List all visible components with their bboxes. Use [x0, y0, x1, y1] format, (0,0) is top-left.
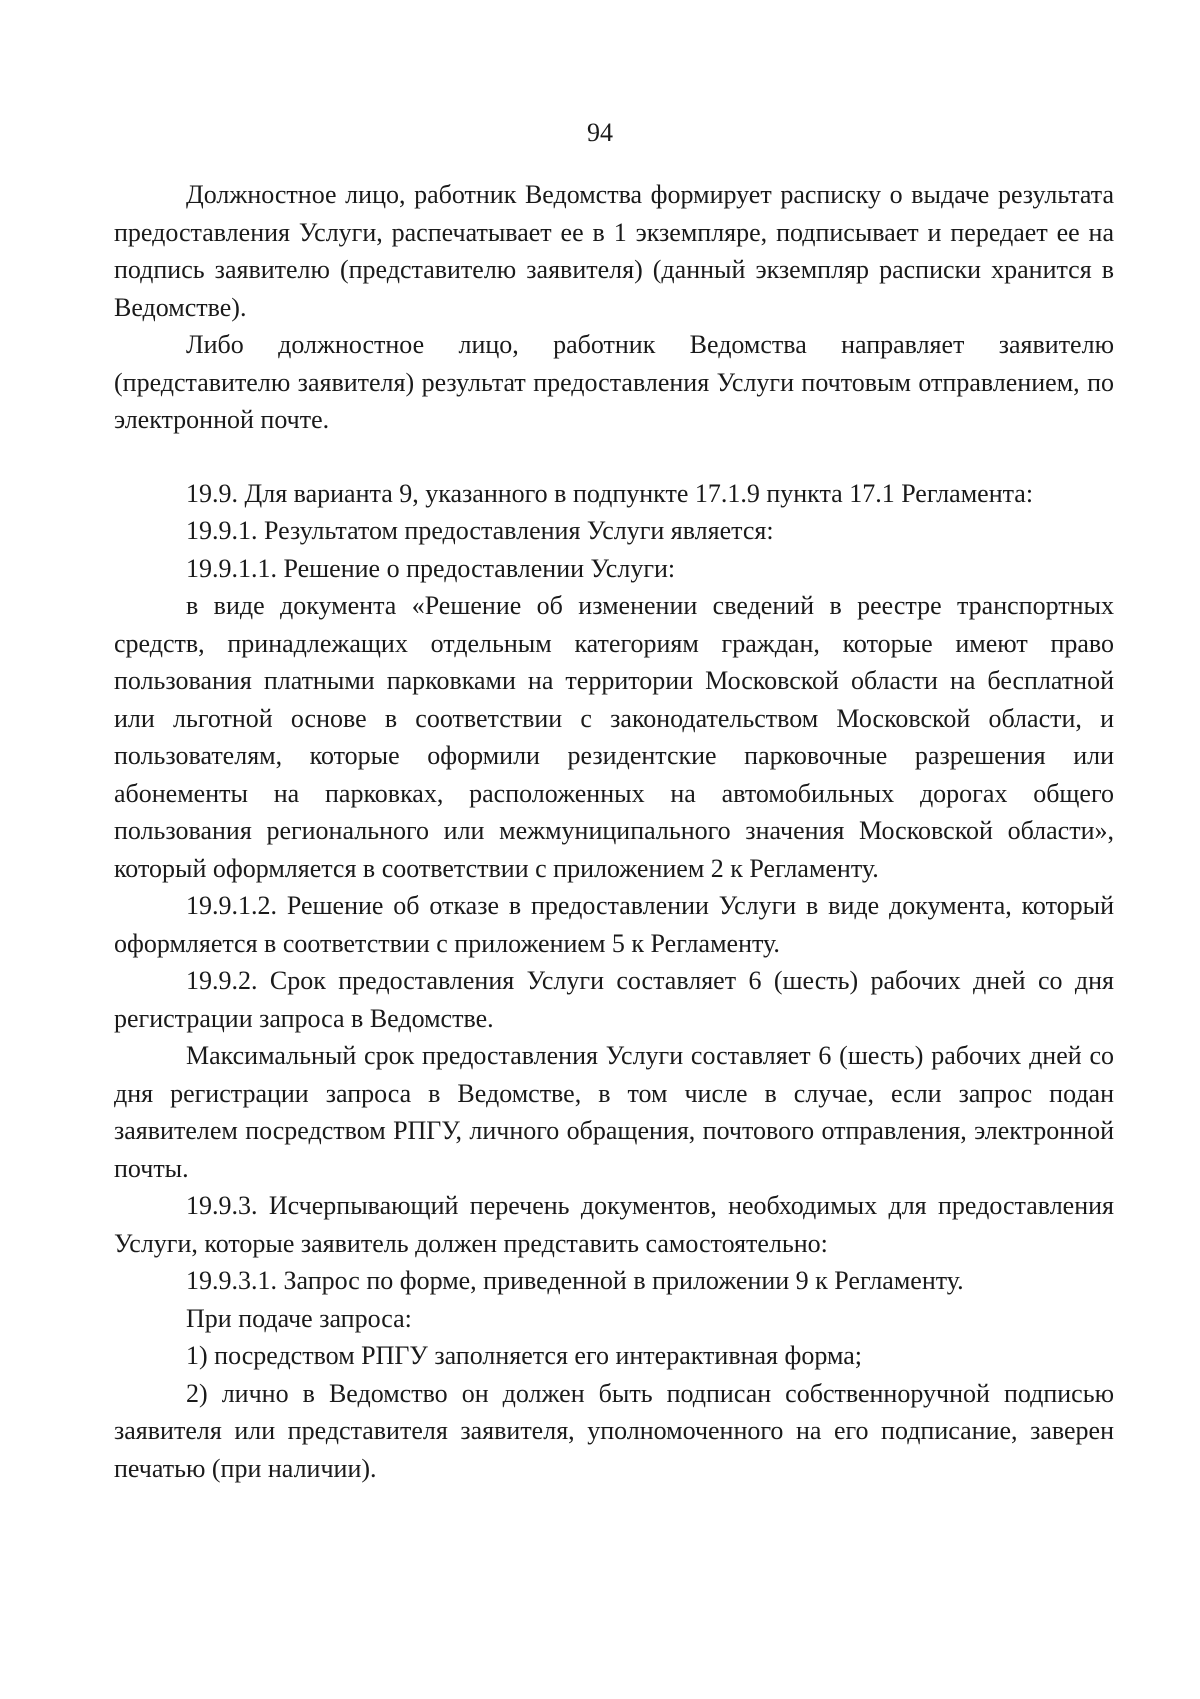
page-number: 94 [587, 118, 613, 147]
paragraph-19-9-1-1: 19.9.1.1. Решение о предоставлении Услуги: [186, 553, 676, 583]
paragraph-19-9-1: 19.9.1. Результатом предоставления Услуги является: [186, 516, 774, 545]
paragraph-19-9-1-2: 19.9.1.2. Решение об отказе в предоставлении Услуги в виде документа, который оформляется в соответствии с приложением 5 к Регламенту. [114, 891, 1114, 958]
paragraph-item-2: 2) лично в Ведомство он должен быть подписан собственноручной подписью заявителя или представителя заявителя, уполномоченного на его подписание, заверен печатью (при наличии). [114, 1378, 1114, 1483]
paragraph-item-1: 1) посредством РПГУ заполняется его интерактивная форма; [186, 1341, 862, 1370]
paragraph-mail-delivery: Либо должностное лицо, работник Ведомства направляет заявителю (представителю заявителя) результат предоставления Услуги почтовым отправлением, по электронной почте. [114, 330, 1114, 434]
paragraph-decision-document: в виде документа «Решение об изменении сведений в реестре транспортных средств, принадлежащих отдельным категориям граждан, которые имеют право пользования платными парковками на территории Московской области на бесплатной или льготной основе в соответствии с законодательством Московской области, и пользователям, которые оформили резидентские парковочные разрешения или абонементы на парковках, расположенных на автомобильных дорогах общего пользования регионального или межмуниципального значения Московской области», который оформляется в соответствии с приложением 2 к Регламенту. [114, 591, 1114, 883]
paragraph-submission: При подаче запроса: [186, 1303, 412, 1333]
paragraph-19-9-3: 19.9.3. Исчерпывающий перечень документов, необходимых для предоставления Услуги, которые заявитель должен представить самостоятельно: [114, 1191, 1114, 1258]
paragraph-max-term: Максимальный срок предоставления Услуги составляет 6 (шесть) рабочих дней со дня регистрации запроса в Ведомстве, в том числе в случае, если запрос подан заявителем посредством РПГУ, личного обращения, почтового отправления, электронной почты. [114, 1041, 1114, 1183]
paragraph-receipt: Должностное лицо, работник Ведомства формирует расписку о выдаче результата предоставления Услуги, распечатывает ее в 1 экземпляре, подписывает и передает ее на подпись заявителю (представителю заявителя) (данный экземпляр расписки хранится в Ведомстве). [114, 180, 1114, 322]
document-body [114, 176, 1114, 1487]
paragraph-19-9: 19.9. Для варианта 9, указанного в подпункте 17.1.9 пункта 17.1 Регламента: [186, 478, 1034, 508]
paragraph-19-9-2: 19.9.2. Срок предоставления Услуги составляет 6 (шесть) рабочих дней со дня регистрации запроса в Ведомстве. [114, 966, 1114, 1033]
paragraph-19-9-3-1: 19.9.3.1. Запрос по форме, приведенной в приложении 9 к Регламенту. [186, 1266, 964, 1295]
